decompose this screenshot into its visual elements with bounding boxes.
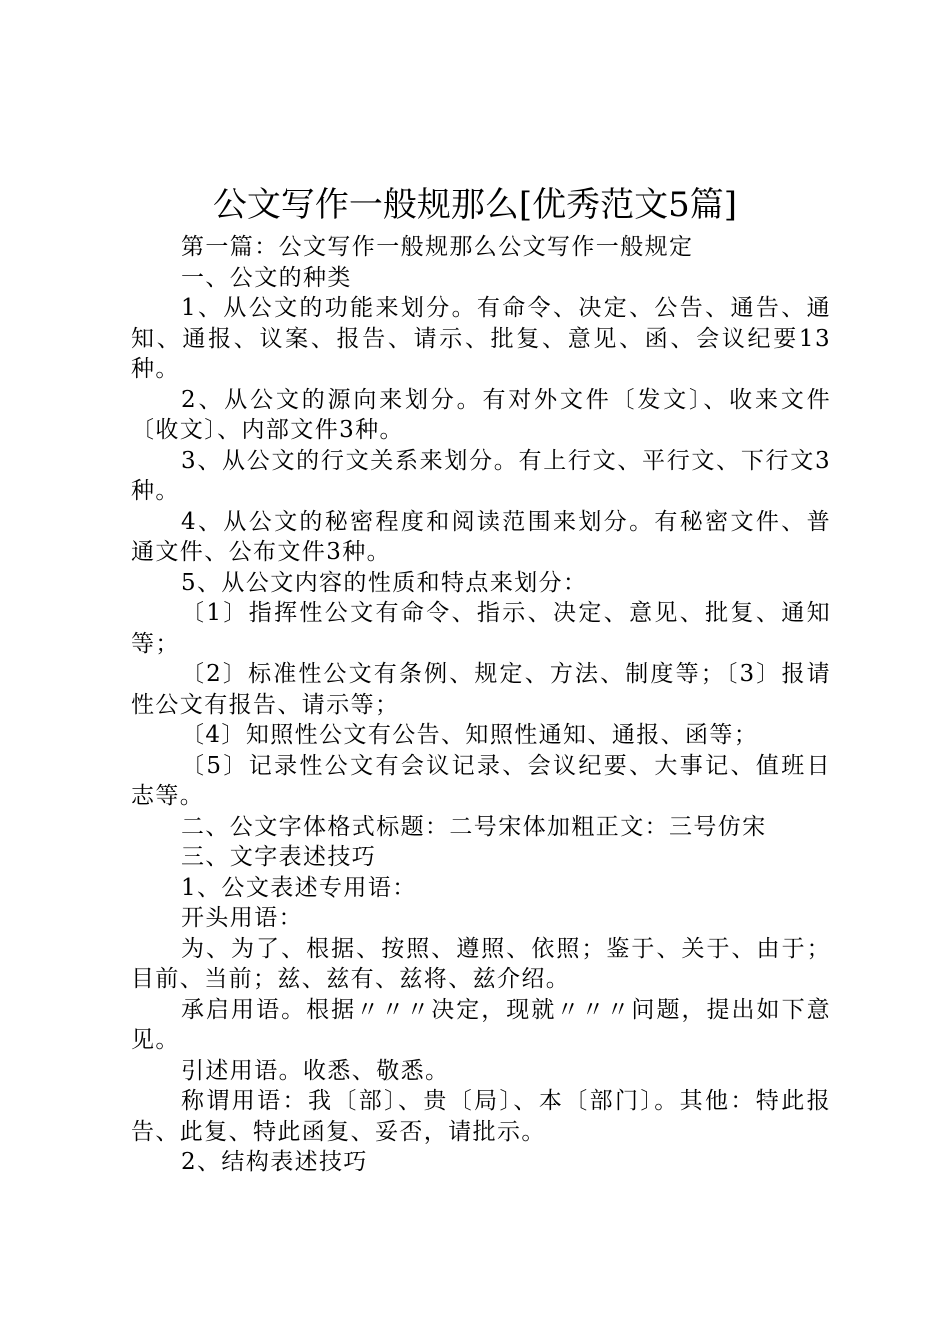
paragraph: 引述用语。收悉、敬悉。 [181, 1057, 450, 1084]
paragraph: 4、从公文的秘密程度和阅读范围来划分。有秘密文件、普通文件、公布文件3种。 [131, 508, 831, 565]
paragraph: 〔5〕记录性公文有会议记录、会议纪要、大事记、值班日志等。 [131, 752, 831, 809]
paragraph: 三、文字表述技巧 [181, 844, 377, 870]
paragraph: 第一篇：公文写作一般规那么公文写作一般规定 [181, 234, 694, 260]
paragraph: 3、从公文的行文关系来划分。有上行文、平行文、下行文3种。 [131, 447, 831, 504]
paragraph: 2、结构表述技巧 [181, 1149, 368, 1175]
paragraph: 5、从公文内容的性质和特点来划分： [181, 569, 588, 596]
document-body [131, 232, 831, 1178]
paragraph: 2、从公文的源向来划分。有对外文件〔发文〕、收来文件〔收文〕、内部文件3种。 [131, 386, 831, 443]
paragraph: 〔2〕标准性公文有条例、规定、方法、制度等；〔3〕报请性公文有报告、请示等； [131, 661, 831, 718]
paragraph: 一、公文的种类 [181, 264, 352, 291]
paragraph: 二、公文字体格式标题：二号宋体加粗正文：三号仿宋 [181, 813, 767, 840]
paragraph: 开头用语： [181, 905, 303, 931]
document-title: 公文写作一般规那么[优秀范文5篇] [212, 185, 738, 225]
paragraph: 1、从公文的功能来划分。有命令、决定、公告、通告、通知、通报、议案、报告、请示、批复、意见、函、会议纪要13种。 [131, 295, 831, 382]
paragraph: 〔4〕知照性公文有公告、知照性通知、通报、函等； [181, 722, 759, 748]
paragraph: 〔1〕指挥性公文有命令、指示、决定、意见、批复、通知等； [131, 600, 831, 657]
paragraph: 1、公文表述专用语： [181, 874, 417, 901]
paragraph: 为、为了、根据、按照、遵照、依照；鉴于、关于、由于；目前、当前；兹、兹有、兹将、兹介绍。 [131, 935, 831, 992]
paragraph: 称谓用语：我〔部〕、贵〔局〕、本〔部门〕。其他：特此报告、此复、特此函复、妥否，请批示。 [131, 1088, 831, 1145]
paragraph: 承启用语。根据〃〃〃决定，现就〃〃〃问题，提出如下意见。 [131, 996, 831, 1053]
